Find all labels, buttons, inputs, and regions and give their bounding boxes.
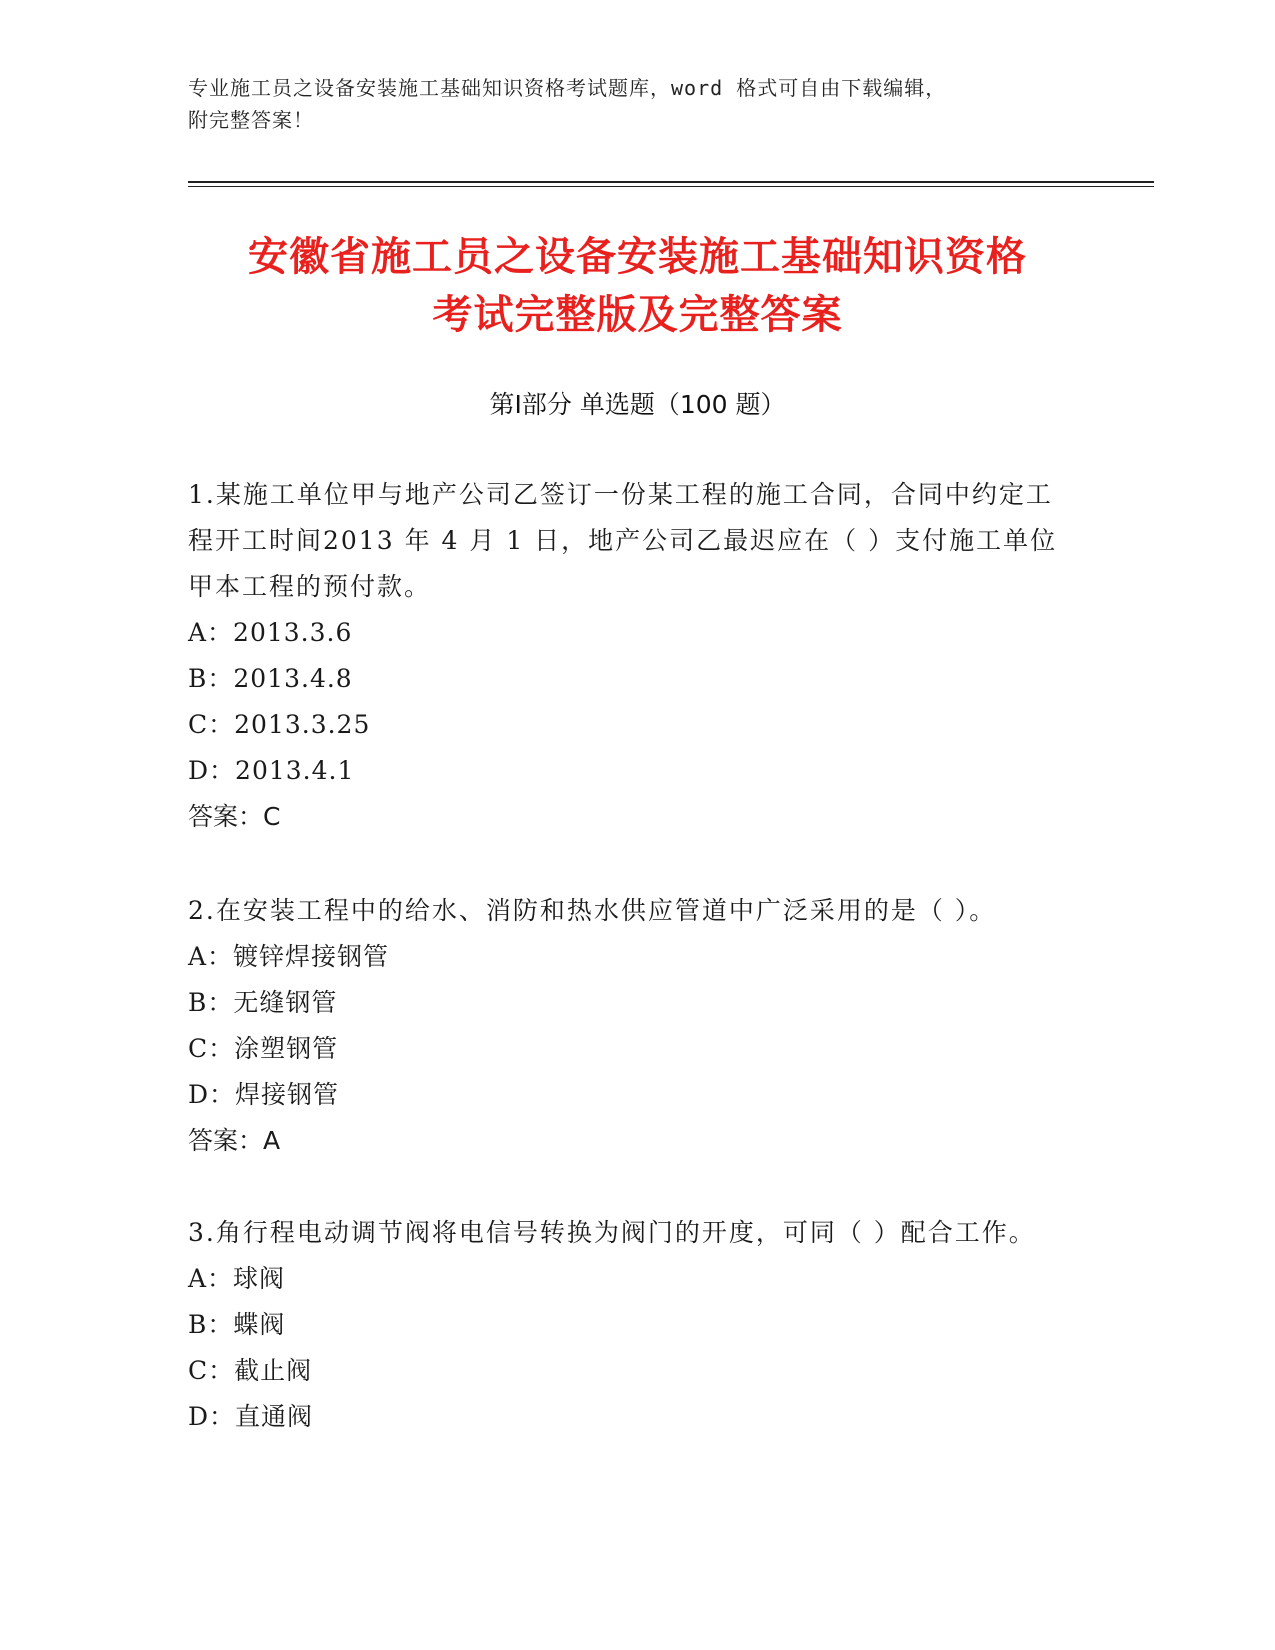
option-a: A：2013.3.6: [188, 618, 353, 647]
answer-text: 答案：C: [188, 802, 281, 831]
section-heading: 第Ⅰ部分 单选题（100 题）: [489, 390, 786, 419]
option-a: A：镀锌焊接钢管: [188, 942, 390, 971]
question-stem: 2.在安装工程中的给水、消防和热水供应管道中广泛采用的是（ ）。: [188, 896, 997, 925]
option-b: B：蝶阀: [188, 1310, 286, 1339]
question-3: [188, 1210, 1068, 1440]
header-divider-thick: [188, 181, 1154, 183]
question-2: [188, 888, 1068, 1164]
answer-text: 答案：A: [188, 1126, 281, 1155]
header-divider-thin: [188, 186, 1154, 187]
option-c: C：截止阀: [188, 1356, 313, 1385]
option-a: A：球阀: [188, 1264, 286, 1293]
option-b: B：2013.4.8: [188, 664, 353, 693]
option-d: D：焊接钢管: [188, 1080, 340, 1109]
question-stem: 3.角行程电动调节阀将电信号转换为阀门的开度，可同（ ）配合工作。: [188, 1218, 1036, 1247]
option-c: C：2013.3.25: [188, 710, 371, 739]
option-c: C：涂塑钢管: [188, 1034, 339, 1063]
question-stem: 1.某施工单位甲与地产公司乙签订一份某工程的施工合同，合同中约定工程开工时间2013 年 4 月 1 日，地产公司乙最迟应在（ ）支付施工单位甲本工程的预付款。: [188, 480, 1058, 601]
document-title: [100, 228, 1175, 344]
header-note-line-1: 专业施工员之设备安装施工基础知识资格考试题库，word 格式可自由下载编辑，: [188, 76, 947, 100]
option-d: D：2013.4.1: [188, 756, 355, 785]
question-1: [188, 472, 1068, 840]
document-title-line-1: 安徽省施工员之设备安装施工基础知识资格: [248, 234, 1027, 280]
header-note: [188, 72, 1088, 136]
document-title-line-2: 考试完整版及完整答案: [432, 292, 843, 338]
option-d: D：直通阀: [188, 1402, 314, 1431]
option-b: B：无缝钢管: [188, 988, 338, 1017]
header-note-line-2: 附完整答案！: [188, 108, 314, 132]
